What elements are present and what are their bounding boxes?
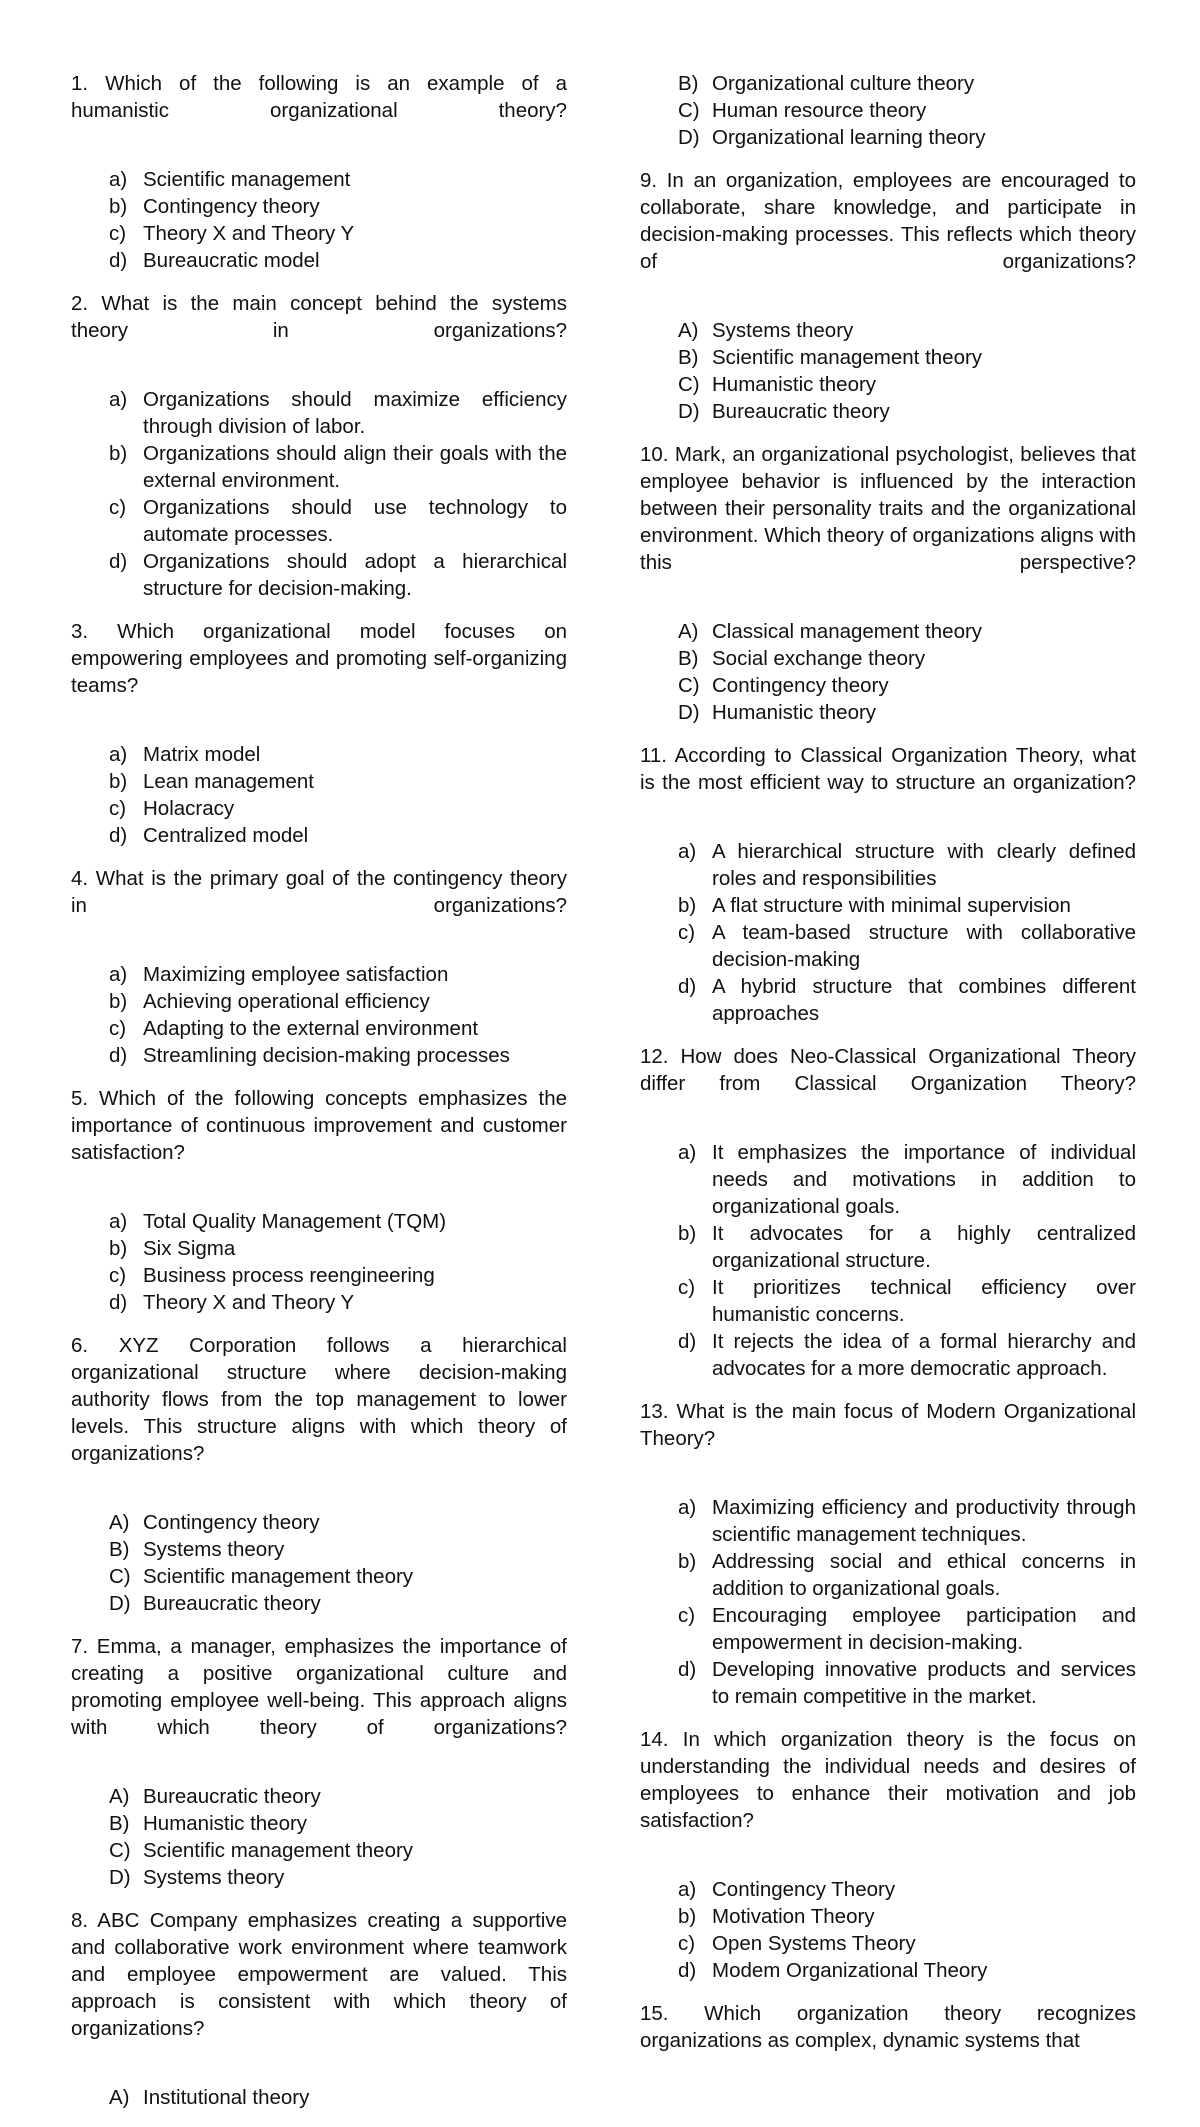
question-stem: 10. Mark, an organizational psychologist, believes that employee behavior is influenced by the interaction between their personality traits and the organizational environment. Which theory of organizations aligns with this perspective? — [640, 443, 1136, 574]
answer-option — [678, 645, 1136, 672]
answer-options — [71, 1783, 567, 1891]
answer-option — [678, 672, 1136, 699]
question-stem: 5. Which of the following concepts emphasizes the importance of continuous improvement and customer satisfaction? — [71, 1087, 567, 1164]
answer-option — [678, 1274, 1136, 1328]
answer-options — [640, 1139, 1136, 1382]
option-letter: C) — [109, 1839, 131, 1862]
option-text: A hybrid structure that combines different approaches — [712, 975, 1136, 1025]
option-letter: c) — [109, 222, 127, 245]
option-letter: c) — [678, 1604, 696, 1627]
answer-option — [109, 768, 567, 795]
option-letter: D) — [678, 701, 700, 724]
option-letter: d) — [109, 249, 128, 272]
answer-option — [109, 961, 567, 988]
answer-option — [678, 699, 1136, 726]
option-text: Addressing social and ethical concerns in addition to organizational goals. — [712, 1550, 1136, 1600]
answer-option — [109, 1509, 567, 1536]
option-letter: b) — [109, 990, 128, 1013]
option-letter: D) — [109, 1866, 131, 1889]
option-letter: B) — [678, 647, 699, 670]
answer-options — [640, 317, 1136, 425]
option-text: Holacracy — [143, 797, 235, 820]
option-text: Encouraging employee participation and empowerment in decision-making. — [712, 1604, 1136, 1654]
option-letter: d) — [109, 824, 128, 847]
option-letter: C) — [109, 1565, 131, 1588]
option-text: Systems theory — [712, 319, 854, 342]
answer-option — [678, 1876, 1136, 1903]
option-letter: d) — [678, 1959, 697, 1982]
answer-option — [109, 1864, 567, 1891]
answer-option — [109, 1208, 567, 1235]
answer-option — [109, 1235, 567, 1262]
answer-options — [71, 166, 567, 274]
answer-option — [678, 973, 1136, 1027]
answer-option — [109, 1262, 567, 1289]
option-letter: b) — [678, 894, 697, 917]
option-text: Bureaucratic theory — [143, 1785, 321, 1808]
answer-options — [640, 838, 1136, 1027]
answer-option — [678, 1139, 1136, 1220]
option-text: Bureaucratic theory — [712, 400, 890, 423]
option-text: Contingency theory — [143, 195, 320, 218]
answer-option — [678, 919, 1136, 973]
answer-option — [678, 1656, 1136, 1710]
answer-option — [678, 1494, 1136, 1548]
option-letter: b) — [109, 195, 128, 218]
question-stem: 14. In which organization theory is the focus on understanding the individual needs and desires of employees to enhance their motivation and job satisfaction? — [640, 1728, 1136, 1832]
option-text: Theory X and Theory Y — [143, 222, 355, 245]
option-text: It emphasizes the importance of individual needs and motivations in addition to organizational goals. — [712, 1141, 1136, 1218]
option-letter: b) — [678, 1905, 697, 1928]
answer-option — [109, 1590, 567, 1617]
answer-option — [109, 2084, 567, 2111]
answer-option — [109, 1042, 567, 1069]
option-letter: A) — [109, 1511, 130, 1534]
option-text: Contingency Theory — [712, 1878, 896, 1901]
option-letter: a) — [109, 1210, 128, 1233]
option-letter: b) — [678, 1550, 697, 1573]
right-column — [640, 70, 1136, 2054]
answer-options — [640, 70, 1136, 151]
option-text: Organizations should align their goals with the external environment. — [143, 442, 567, 492]
option-letter: a) — [109, 168, 128, 191]
option-letter: d) — [109, 1291, 128, 1314]
answer-options — [71, 1509, 567, 1617]
answer-option — [109, 1810, 567, 1837]
question-stem: 1. Which of the following is an example of a humanistic organizational theory? — [71, 72, 567, 122]
option-letter: C) — [678, 373, 700, 396]
option-text: Organizations should use technology to automate processes. — [143, 496, 567, 546]
option-text: Modem Organizational Theory — [712, 1959, 988, 1982]
option-text: It rejects the idea of a formal hierarchy and advocates for a more democratic approach. — [712, 1330, 1136, 1380]
answer-option — [678, 618, 1136, 645]
option-letter: d) — [678, 1330, 697, 1353]
option-letter: a) — [678, 1496, 697, 1519]
answer-option — [678, 371, 1136, 398]
option-text: It prioritizes technical efficiency over humanistic concerns. — [712, 1276, 1136, 1326]
option-letter: c) — [109, 1017, 127, 1040]
option-letter: c) — [678, 921, 696, 944]
option-letter: a) — [109, 388, 128, 411]
question-stem: 8. ABC Company emphasizes creating a supportive and collaborative work environment where teamwork and employee empowerment are valued. This approach is consistent with which theory of organizations? — [71, 1909, 567, 2040]
answer-option — [678, 1548, 1136, 1602]
option-letter: D) — [678, 400, 700, 423]
answer-option — [678, 97, 1136, 124]
option-letter: b) — [678, 1222, 697, 1245]
answer-options — [71, 1208, 567, 1316]
option-text: Total Quality Management (TQM) — [143, 1210, 447, 1233]
option-letter: b) — [109, 1237, 128, 1260]
answer-option — [678, 344, 1136, 371]
option-text: Maximizing employee satisfaction — [143, 963, 449, 986]
option-text: Contingency theory — [143, 1511, 320, 1534]
option-text: Streamlining decision-making processes — [143, 1044, 510, 1067]
option-letter: b) — [109, 442, 128, 465]
option-text: Institutional theory — [143, 2086, 310, 2109]
option-text: Systems theory — [143, 1866, 285, 1889]
answer-option — [109, 1289, 567, 1316]
answer-option — [109, 440, 567, 494]
answer-option — [678, 70, 1136, 97]
question-stem: 12. How does Neo-Classical Organizational Theory differ from Classical Organization Theory? — [640, 1045, 1136, 1095]
option-text: Humanistic theory — [143, 1812, 308, 1835]
question-stem: 13. What is the main focus of Modern Organizational Theory? — [640, 1400, 1136, 1450]
answer-option — [109, 1015, 567, 1042]
option-text: Achieving operational efficiency — [143, 990, 430, 1013]
option-text: Business process reengineering — [143, 1264, 435, 1287]
question-stem: 11. According to Classical Organization Theory, what is the most efficient way to structure an organization? — [640, 744, 1136, 794]
answer-option — [678, 1602, 1136, 1656]
answer-option — [109, 386, 567, 440]
option-letter: c) — [109, 1264, 127, 1287]
option-letter: A) — [109, 2086, 130, 2109]
answer-options — [71, 386, 567, 602]
option-letter: a) — [678, 1878, 697, 1901]
option-text: Maximizing efficiency and productivity through scientific management techniques. — [712, 1496, 1136, 1546]
option-text: Contingency theory — [712, 674, 889, 697]
option-text: Open Systems Theory — [712, 1932, 916, 1955]
option-letter: d) — [109, 1044, 128, 1067]
answer-option — [678, 1930, 1136, 1957]
option-text: Matrix model — [143, 743, 261, 766]
option-letter: C) — [678, 674, 700, 697]
option-letter: a) — [678, 840, 697, 863]
option-letter: C) — [678, 99, 700, 122]
answer-options — [71, 741, 567, 849]
option-letter: A) — [678, 319, 699, 342]
question-stem: 2. What is the main concept behind the systems theory in organizations? — [71, 292, 567, 342]
option-text: Adapting to the external environment — [143, 1017, 479, 1040]
answer-options — [71, 2084, 567, 2111]
option-text: A team-based structure with collaborative decision-making — [712, 921, 1136, 971]
answer-option — [109, 1536, 567, 1563]
option-text: Humanistic theory — [712, 373, 877, 396]
answer-options — [640, 1876, 1136, 1984]
option-letter: A) — [678, 620, 699, 643]
option-text: Motivation Theory — [712, 1905, 875, 1928]
answer-option — [109, 1783, 567, 1810]
option-letter: d) — [678, 1658, 697, 1681]
question-stem: 4. What is the primary goal of the contingency theory in organizations? — [71, 867, 567, 917]
answer-options — [71, 961, 567, 1069]
option-text: Lean management — [143, 770, 314, 793]
option-text: Scientific management theory — [143, 1565, 414, 1588]
answer-option — [109, 166, 567, 193]
option-text: Scientific management — [143, 168, 351, 191]
option-text: Humanistic theory — [712, 701, 877, 724]
answer-option — [678, 398, 1136, 425]
option-text: Centralized model — [143, 824, 309, 847]
answer-option — [109, 1837, 567, 1864]
option-letter: c) — [109, 797, 127, 820]
option-letter: B) — [678, 346, 699, 369]
answer-option — [109, 741, 567, 768]
answer-option — [109, 220, 567, 247]
option-letter: B) — [109, 1812, 130, 1835]
answer-option — [109, 822, 567, 849]
left-column — [71, 70, 567, 2127]
answer-option — [678, 1903, 1136, 1930]
answer-option — [678, 124, 1136, 151]
option-letter: d) — [678, 975, 697, 998]
question-stem: 6. XYZ Corporation follows a hierarchical organizational structure where decision-making authority flows from the top management to lower levels. This structure aligns with which theory of organizations? — [71, 1334, 567, 1465]
option-letter: a) — [678, 1141, 697, 1164]
option-letter: c) — [678, 1276, 696, 1299]
question-stem: 7. Emma, a manager, emphasizes the importance of creating a positive organizational culture and promoting employee well-being. This approach aligns with which theory of organizations? — [71, 1635, 567, 1739]
answer-option — [678, 892, 1136, 919]
option-text: Six Sigma — [143, 1237, 236, 1260]
option-text: Developing innovative products and services to remain competitive in the market. — [712, 1658, 1136, 1708]
answer-option — [109, 1563, 567, 1590]
option-letter: B) — [109, 1538, 130, 1561]
option-text: Theory X and Theory Y — [143, 1291, 355, 1314]
option-letter: B) — [678, 72, 699, 95]
option-text: Organizations should maximize efficiency through division of labor. — [143, 388, 567, 438]
option-text: Human resource theory — [712, 99, 927, 122]
answer-option — [678, 1328, 1136, 1382]
option-letter: c) — [109, 496, 127, 519]
option-text: Organizational learning theory — [712, 126, 986, 149]
option-letter: a) — [109, 963, 128, 986]
option-text: Bureaucratic model — [143, 249, 320, 272]
answer-option — [109, 795, 567, 822]
question-stem: 9. In an organization, employees are encouraged to collaborate, share knowledge, and participate in decision-making processes. This reflects which theory of organizations? — [640, 169, 1136, 273]
option-text: Scientific management theory — [143, 1839, 414, 1862]
answer-option — [678, 838, 1136, 892]
option-text: Systems theory — [143, 1538, 285, 1561]
option-letter: A) — [109, 1785, 130, 1808]
option-letter: D) — [109, 1592, 131, 1615]
option-text: A flat structure with minimal supervision — [712, 894, 1071, 917]
option-text: Organizations should adopt a hierarchical structure for decision-making. — [143, 550, 567, 600]
answer-option — [109, 548, 567, 602]
option-letter: D) — [678, 126, 700, 149]
answer-option — [109, 988, 567, 1015]
answer-option — [109, 193, 567, 220]
question-15-stem: 15. Which organization theory recognizes organizations as complex, dynamic systems that — [640, 2002, 1136, 2052]
option-text: Social exchange theory — [712, 647, 926, 670]
answer-option — [678, 1220, 1136, 1274]
answer-options — [640, 618, 1136, 726]
option-letter: d) — [109, 550, 128, 573]
answer-option — [109, 247, 567, 274]
question-stem: 3. Which organizational model focuses on empowering employees and promoting self-organizing teams? — [71, 620, 567, 697]
option-letter: b) — [109, 770, 128, 793]
answer-option — [678, 317, 1136, 344]
option-text: Bureaucratic theory — [143, 1592, 321, 1615]
answer-option — [109, 494, 567, 548]
option-text: Scientific management theory — [712, 346, 983, 369]
answer-option — [678, 1957, 1136, 1984]
option-letter: c) — [678, 1932, 696, 1955]
answer-options — [640, 1494, 1136, 1710]
option-letter: a) — [109, 743, 128, 766]
option-text: It advocates for a highly centralized organizational structure. — [712, 1222, 1136, 1272]
option-text: Classical management theory — [712, 620, 983, 643]
option-text: A hierarchical structure with clearly defined roles and responsibilities — [712, 840, 1136, 890]
option-text: Organizational culture theory — [712, 72, 975, 95]
